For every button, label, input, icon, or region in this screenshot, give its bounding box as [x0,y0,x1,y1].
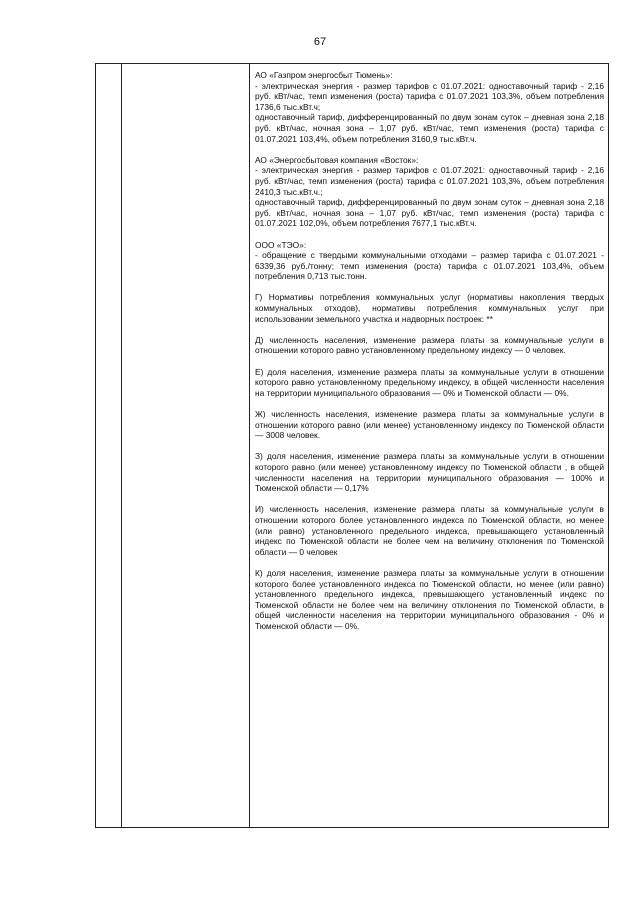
paragraph-e: Е) доля населения, изменение размера платы за коммунальные услуги в отношении которого равно установленному предельному индексу, в общей численности населения на территории муниципального образования — 0% и Тюменской области — 0%. [255,366,604,398]
paragraph-g: Г) Нормативы потребления коммунальных услуг (нормативы накопления твердых коммунальных отходов), нормативы потребления коммунальных услуг при использовании земельного участка и надворных построек: ** [255,292,604,324]
paragraph-d: Д) численность населения, изменение размера платы за коммунальные услуги в отношении которого равно установленному предельному индексу — 0 человек. [255,334,604,356]
gazprom-line-2: одноставочный тариф, дифференцированный по двум зонам суток – дневная зона 2,18 руб. кВт/час, ночная зона – 1,07 руб. кВт/час, темп изменения (роста) тарифа с 01.07.2021 103,4%, объем потребления 3160,9 тыс.кВт.ч. [255,112,604,144]
vostok-line-2: одноставочный тариф, дифференцированный по двум зонам суток – дневная зона 2,18 руб. кВт/час, ночная зона – 1,07 руб. кВт/час, темп изменения (роста) тарифа с 01.07.2021 102,0%, объем потребления 7677,1 тыс.кВт.ч. [255,197,604,229]
paragraph-i: И) численность населения, изменение размера платы за коммунальные услуги в отношении которого более установленного индекса по Тюменской области, но менее (или равно) установленного предельного индекса, превышающего установленный индекс по Тюменской области не более чем на величину отклонения по Тюменской области — 0 человек [255,504,604,557]
gazprom-line-1: - электрическая энергия - размер тарифов с 01.07.2021: одноставочный тариф - 2,16 руб. кВт/час, темп изменения (роста) тарифа с 01.07.2021 103,3%, объем потребления 1736,6 тыс.кВт.ч; [255,80,604,112]
table-content-cell [255,70,604,642]
teo-line-1: - обращение с твердыми коммунальными отходами – размер тарифа с 01.07.2021 - 6339,36 руб./тонну; темп изменения (роста) тарифа с 01.07.2021 103,4%, объем потребления 0,713 тыс.тонн. [255,250,604,282]
paragraph-k: К) доля населения, изменение размера платы за коммунальные услуги в отношении которого более установленного индекса по Тюменской области, но менее (или равно) установленного предельного индекса, превышающего установленный индекс по Тюменской области не более чем на величину отклонения по Тюменской области, в общей численности населения на территории муниципального образования - 0% и Тюменской области — 0%. [255,567,604,631]
column-separator-1 [121,64,122,827]
paragraph-zh: Ж) численность населения, изменение размера платы за коммунальные услуги в отношении которого равно (или менее) установленному индексу по Тюменской области — 3008 человек. [255,409,604,441]
paragraph-z: З) доля населения, изменение размера платы за коммунальные услуги в отношении которого равно (или менее) установленному индексу по Тюменской области , в общей численности населения на территории муниципального образования — 100% и Тюменской области — 0,17% [255,451,604,494]
document-table [95,63,609,828]
page-number: 67 [313,36,327,48]
gazprom-section [255,70,604,144]
teo-title: ООО «ТЭО»: [255,239,307,250]
vostok-line-1: - электрическая энергия - размер тарифов с 01.07.2021: одноставочный тариф - 2,16 руб. кВт/час, темп изменения (роста) тарифа с 01.07.2021 103,3%, объем потребления 2410,3 тыс.кВт.ч.; [255,165,604,197]
vostok-section [255,155,604,229]
vostok-title: АО «Энергосбытовая компания «Восток»: [255,154,419,165]
gazprom-title: АО «Газпром энергосбыт Тюмень»: [255,70,393,80]
teo-section [255,240,604,282]
column-separator-2 [249,64,250,827]
